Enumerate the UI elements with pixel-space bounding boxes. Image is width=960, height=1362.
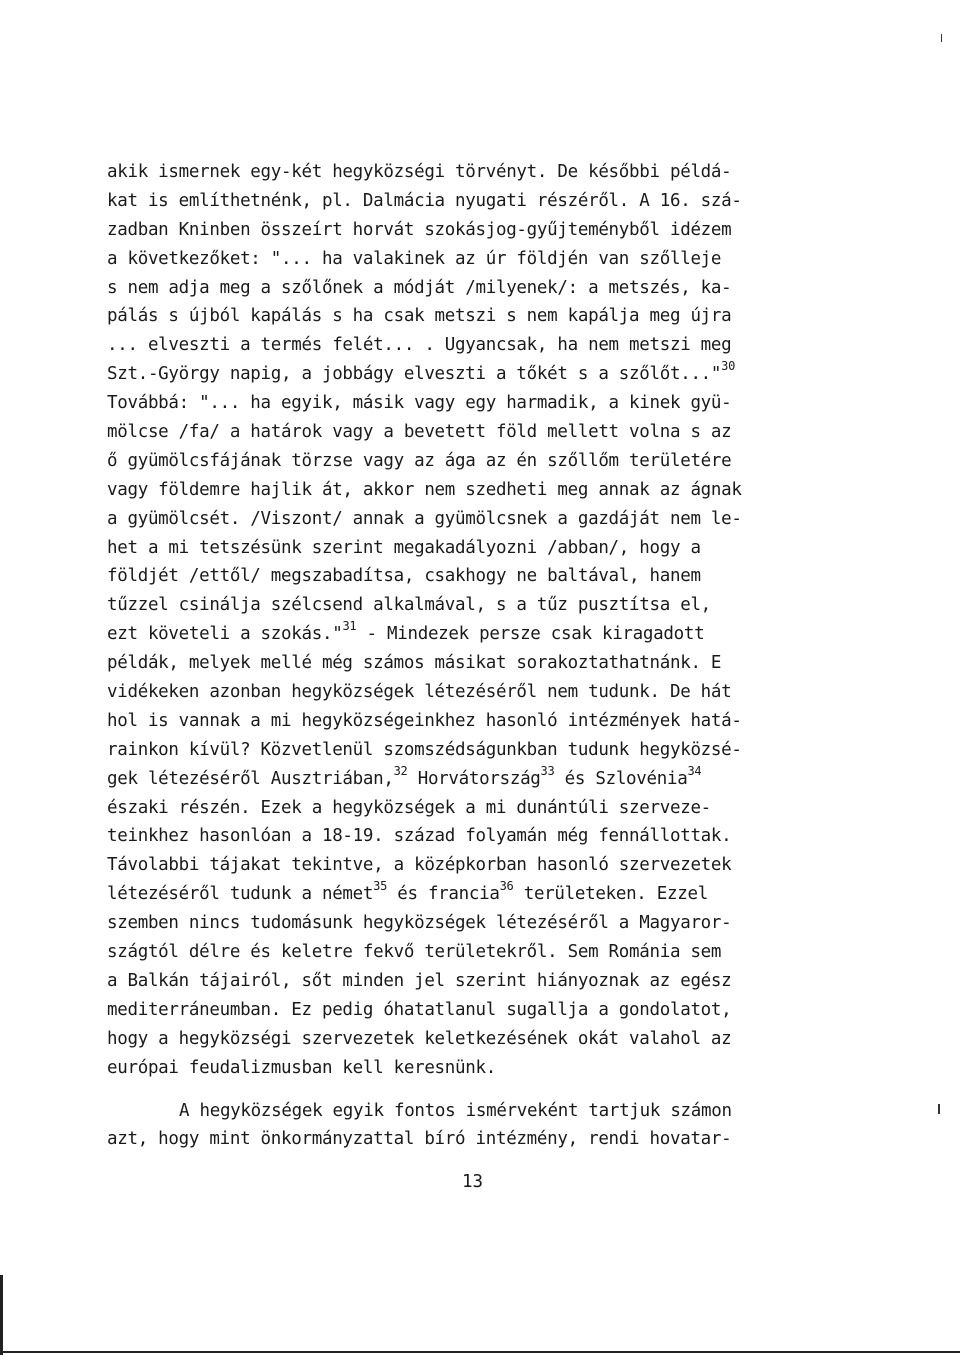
text-line: Továbbá: "... ha egyik, másik vagy egy harmadik, a kinek gyü- (107, 393, 732, 414)
text-line: Távolabbi tájakat tekintve, a középkorban hasonló szervezetek (107, 855, 732, 876)
text-line: ő gyümölcsfájának törzse vagy az ága az én szőllőm területére (107, 450, 732, 471)
footnote-ref: 35 (373, 879, 387, 894)
text-line: északi részén. Ezek a hegyközségek a mi dunántúli szerveze- (107, 797, 711, 818)
body-text (107, 158, 847, 1154)
text-line (107, 360, 847, 389)
page-number: 13 (462, 1172, 484, 1192)
text-line: ... elveszti a termés felét... . Ugyancsak, ha nem metszi meg (107, 335, 732, 356)
text-line: rainkon kívül? Közvetlenül szomszédságunkban tudunk hegyközsé- (107, 739, 742, 760)
text-fragment: gek létezéséről Ausztriában, (107, 768, 394, 789)
text-line: hol is vannak a mi hegyközségeinkhez hasonló intézmények hatá- (107, 710, 742, 731)
text-fragment: és francia (387, 884, 500, 905)
scan-mark-top (941, 34, 942, 42)
text-line: mediterráneumban. Ez pedig óhatatlanul sugallja a gondolatot, (107, 999, 732, 1020)
text-fragment: Horvátország (407, 768, 541, 789)
text-line: vagy földemre hajlik át, akkor nem szedheti meg annak az ágnak (107, 479, 742, 500)
footnote-ref: 36 (499, 879, 514, 894)
text-line (107, 765, 847, 794)
text-fragment: Szt.-György napig, a jobbágy elveszti a tőkét s a szőlőt..." (107, 364, 722, 385)
text-line: földjét /ettől/ megszabadítsa, csakhogy ne baltával, hanem (107, 566, 701, 587)
text-line: s nem adja meg a szőlőnek a módját /milyenek/: a metszés, ka- (107, 277, 732, 298)
text-line (107, 620, 847, 649)
text-line: európai feudalizmusban kell keresnünk. (107, 1057, 496, 1078)
text-line: pálás s újból kapálás s ha csak metszi s nem kapálja meg újra (107, 306, 732, 327)
text-line: azt, hogy mint önkormányzattal bíró intézmény, rendi hovatar- (107, 1129, 732, 1150)
paragraph-gap (107, 1083, 847, 1097)
text-fragment: és Szlovénia (554, 768, 688, 789)
scan-border-bottom (0, 1351, 960, 1353)
footnote-ref: 34 (687, 763, 702, 778)
text-fragment: ezt követeli a szokás." (107, 624, 343, 645)
scan-border-left (0, 1275, 3, 1355)
text-fragment: létezéséről tudunk a német (107, 884, 374, 905)
text-line: tűzzel csinálja szélcsend alkalmával, s a tűz pusztítsa el, (107, 595, 711, 616)
footnote-ref: 33 (540, 763, 555, 778)
text-line: kat is említhetnénk, pl. Dalmácia nyugati részéről. A 16. szá- (107, 190, 742, 211)
text-line: szágtól délre és keletre fekvő területekről. Sem Románia sem (107, 942, 722, 963)
footnote-ref: 31 (342, 619, 357, 634)
scan-mark-right (938, 1104, 940, 1114)
text-line: het a mi tetszésünk szerint megakadályozni /abban/, hogy a (107, 537, 701, 558)
text-line: A hegyközségek egyik fontos ismérveként tartjuk számon (179, 1100, 732, 1121)
footnote-ref: 30 (721, 359, 736, 374)
text-line: mölcse /fa/ a határok vagy a bevetett föld mellett volna s az (107, 422, 732, 443)
text-line: teinkhez hasonlóan a 18-19. század folyamán még fennállottak. (107, 826, 732, 847)
footnote-ref: 32 (393, 763, 408, 778)
text-line: vidékeken azonban hegyközségek létezéséről nem tudunk. De hát (107, 682, 732, 703)
text-line: példák, melyek mellé még számos másikat sorakoztathatnánk. E (107, 653, 722, 674)
text-line: szemben nincs tudomásunk hegyközségek létezéséről a Magyaror- (107, 913, 732, 934)
text-fragment: területeken. Ezzel (513, 884, 708, 905)
text-line: a Balkán tájairól, sőt minden jel szerint hiányoznak az egész (107, 970, 732, 991)
text-fragment: - Mindezek persze csak kiragadott (356, 624, 705, 645)
text-line: hogy a hegyközségi szervezetek keletkezésének okát valahol az (107, 1028, 732, 1049)
text-line: akik ismernek egy-két hegyközségi törvényt. De későbbi példá- (107, 162, 732, 182)
text-line (107, 880, 847, 909)
text-line: a következőket: "... ha valakinek az úr földjén van szőlleje (107, 248, 722, 269)
text-line: a gyümölcsét. /Viszont/ annak a gyümölcsnek a gazdáját nem le- (107, 508, 742, 529)
text-line: zadban Kninben összeírt horvát szokásjog-gyűjteményből idézem (107, 219, 732, 240)
